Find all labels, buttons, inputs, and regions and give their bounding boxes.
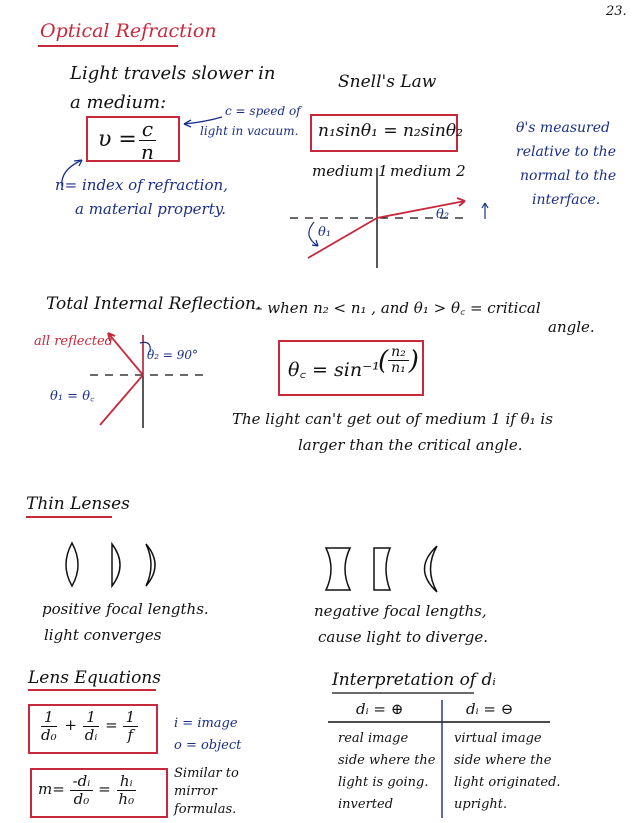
intro-line-2: a medium: [70,92,167,113]
col2-line: light originated. [454,775,561,790]
medium-2-label: medium 2 [390,162,466,180]
col2-line: virtual image [454,731,542,746]
velocity-denominator: n [141,140,154,164]
negative-line-1: negative focal lengths, [314,602,487,620]
lenses-title: Thin Lenses [26,494,130,514]
critical-angle-box [278,340,424,396]
eq-one-c: 1 [123,709,139,727]
tir-explain-2: larger than the critical angle. [298,436,523,454]
snell-note-3: normal to the [520,168,617,184]
similar-line-1: Similar to [174,766,239,781]
m-num-2: hᵢ [117,773,136,791]
snell-note-1: θ's measured [516,120,610,136]
similar-line-2: mirror [174,784,217,799]
col1-line: side where the [338,753,436,768]
m-den-1: d₀ [73,789,90,808]
tir-theta1-label: θ₁ = θ꜀ [50,389,95,404]
theta2-label: θ₂ [436,207,450,222]
positive-line-2: light converges [44,626,162,644]
planoconcave-lens [374,548,390,590]
medium-1-label: medium 1 [312,162,388,180]
col1-list [338,728,436,816]
positive-line-1: positive focal lengths. [42,600,209,618]
o-note: o = object [174,738,242,753]
c-note-line-1: c = speed of [225,104,301,118]
velocity-lhs: υ = [98,127,137,152]
tir-title: Total Internal Reflection. [46,294,262,314]
negative-line-2: cause light to diverge. [318,628,488,646]
critical-angle-numerator: n₂ [388,345,409,361]
n-note-line-2: a material property. [75,200,226,218]
snell-note-2: relative to the [516,144,616,160]
tir-condition: – when n₂ < n₁ , and θ₁ > θ꜀ = critical [255,299,541,317]
biconvex-lens [66,543,78,586]
velocity-fraction [138,118,157,163]
snell-note-4: interface. [532,192,601,208]
m-num-1: -dᵢ [70,773,94,791]
thin-lens-equation-box [28,704,158,754]
magnification-equation: m= $\frac{\text{-dᵢ}}{\text{d₀}}$ = $\frac{\text{hᵢ}}{\text{h₀}}$ [38,773,137,807]
col2-header: dᵢ = ⊖ [466,700,514,718]
critical-angle-fraction: ( $\frac{\text{n₂}}{\text{n₁}}$ ) [378,344,419,377]
snell-formula-box [310,114,463,152]
m-den-2: h₀ [118,789,135,808]
eq-do: d₀ [41,725,57,744]
col1-header: dᵢ = ⊕ [356,700,404,718]
critical-angle-denominator: n₁ [391,360,406,377]
col2-line: upright. [454,797,508,812]
i-note: i = image [174,716,238,731]
meniscus-convex-lens [146,544,155,586]
snell-formula: n₁sinθ₁ = n₂sinθ₂ [318,121,463,141]
planoconvex-lens [112,544,120,586]
interp-title: Interpretation of dᵢ [332,670,496,690]
col1-line: light is going. [338,775,429,790]
magnification-equation-box [30,768,168,818]
tir-theta2-label: θ₂ = 90° [147,348,198,362]
col2-list [454,728,561,816]
eq-one-b: 1 [83,709,99,727]
thin-lens-equation: $\frac{1}{\text{d₀}}$ + $\frac{1}{\text{dᵢ}}$ = $\frac{1}{f}$ [38,709,138,743]
tir-condition-2: angle. [548,318,595,336]
all-reflected-label: all reflected [34,334,113,349]
m-lhs: m= [38,780,65,798]
velocity-numerator: c [139,118,156,141]
col1-line: inverted [338,797,394,812]
eq-f: f [127,725,134,744]
tir-explain-1: The light can't get out of medium 1 if θ₁ is [232,410,553,428]
theta1-label: θ₁ [318,225,332,240]
similar-line-3: formulas. [174,802,237,817]
theta1-arc-head [312,240,318,246]
eq-one-a: 1 [41,709,57,727]
tir-incident-ray [100,375,143,425]
refracted-ray [377,201,465,218]
col1-line: real image [338,731,409,746]
lens-eq-title: Lens Equations [28,668,161,688]
intro-line-1: Light travels slower in [70,63,276,84]
biconcave-lens [326,548,350,590]
section-title-refraction: Optical Refraction [40,20,217,42]
meniscus-concave-lens [425,546,438,592]
velocity-formula-box [86,116,180,162]
page-number: 23. [606,4,627,19]
col2-line: side where the [454,753,552,768]
c-note-line-2: light in vacuum. [200,124,299,138]
n-note-line-1: n= index of refraction, [55,176,228,194]
tir-reflected-ray [108,333,143,375]
eq-di: dᵢ [84,725,98,744]
snell-title: Snell's Law [338,72,437,92]
critical-angle-lhs: θ꜀ = sin⁻¹ [288,359,380,381]
